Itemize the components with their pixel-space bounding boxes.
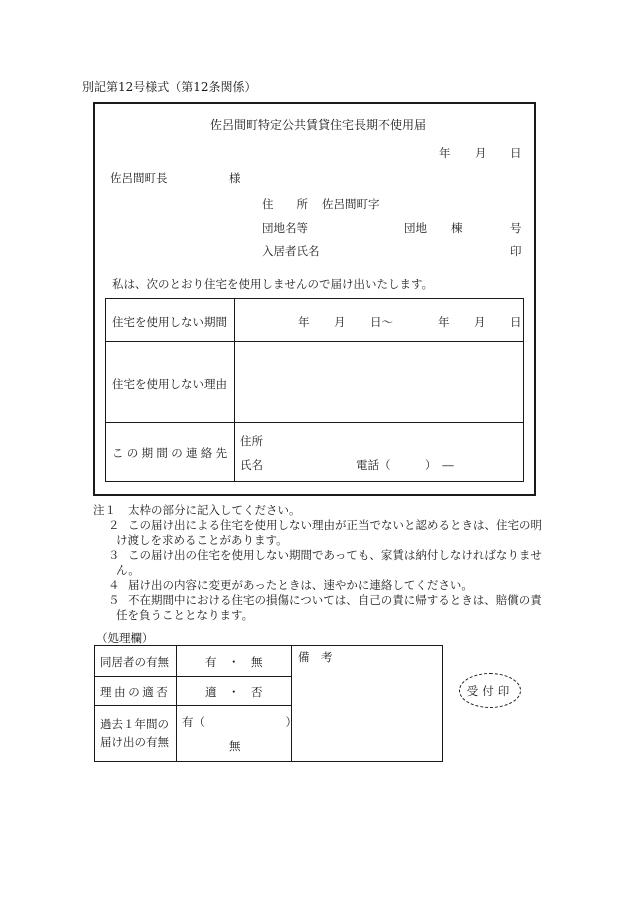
period-from-month: 月: [334, 315, 346, 329]
note-1-line-1: 太枠の部分に記入してください。: [128, 503, 301, 517]
past-yes: 有（ ）: [182, 715, 297, 729]
estate-unit: 団地: [404, 221, 427, 235]
note-1-num: 注１: [93, 503, 116, 517]
contact-name-label: 氏名: [240, 458, 263, 472]
note-4-line-1: 届け出の内容に変更があったときは、速やかに連絡してください。: [128, 578, 473, 592]
note-3-num: ３: [108, 548, 120, 562]
room-unit: 号: [510, 221, 522, 235]
period-to-day: 日: [510, 315, 522, 329]
building-unit: 棟: [451, 221, 463, 235]
stamp-label: 受付印: [466, 683, 514, 698]
past-year-label-2: 届け出の有無: [100, 735, 169, 749]
period-to-month: 月: [474, 315, 486, 329]
date-year: 年: [439, 146, 451, 160]
processing-row-divider: [94, 705, 291, 706]
date-day: 日: [510, 146, 522, 160]
note-2-line-2: け渡しを求めることがあります。: [116, 533, 288, 547]
processing-row-divider: [94, 676, 291, 677]
processing-heading: （処理欄）: [96, 631, 154, 645]
estate-label: 団地名等: [262, 221, 308, 235]
remarks-label: 備 考: [298, 650, 333, 664]
date-month: 月: [475, 146, 487, 160]
note-5-line-1: 不在期間中における住宅の損傷については、自己の責に帰するときは、賠償の責: [128, 593, 542, 607]
form-code: 別記第12号様式（第12条関係）: [82, 80, 257, 94]
reason-ok-label: 理由の適否: [100, 685, 171, 699]
past-no: 無: [229, 739, 241, 753]
period-label: 住宅を使用しない期間: [112, 315, 227, 329]
note-2-line-1: この届け出による住宅を使用しない理由が正当でないと認めるときは、住宅の明: [128, 518, 542, 532]
note-3-line-2: ん。: [116, 563, 140, 577]
contact-label: この期間の連絡先: [112, 446, 231, 460]
cohabitant-label: 同居者の有無: [100, 655, 169, 669]
processing-column-divider: [291, 645, 292, 762]
table-row-divider: [105, 341, 524, 342]
seal-mark: 印: [510, 244, 522, 258]
processing-column-divider: [176, 645, 177, 762]
address-value: 佐呂間町字: [322, 197, 380, 211]
note-5-num: ５: [108, 593, 120, 607]
note-4-num: ４: [108, 578, 120, 592]
note-5-line-2: 任を負うこととなります。: [116, 608, 254, 622]
reason-ok-value: 適 ・ 否: [205, 685, 263, 699]
addressee-honorific: 様: [229, 171, 241, 185]
statement: 私は、次のとおり住宅を使用しませんので届け出いたします。: [112, 277, 434, 291]
addressee-name: 佐呂間町長: [110, 171, 168, 185]
period-from-day: 日〜: [370, 315, 393, 329]
period-from-year: 年: [298, 315, 310, 329]
resident-name-label: 入居者氏名: [262, 244, 320, 258]
contact-phone: 電話（ ） ―: [356, 458, 454, 472]
contact-address-label: 住所: [240, 434, 263, 448]
table-column-divider: [234, 298, 235, 482]
form-title: 佐呂間町特定公共賃貸住宅長期不使用届: [210, 118, 427, 132]
address-label: 住 所: [262, 197, 308, 211]
period-to-year: 年: [438, 315, 450, 329]
cohabitant-value: 有 ・ 無: [205, 655, 263, 669]
table-row-divider: [105, 422, 524, 423]
reception-stamp: [459, 673, 521, 708]
reason-label: 住宅を使用しない理由: [112, 377, 227, 391]
note-2-num: ２: [108, 518, 120, 532]
note-3-line-1: この届け出の住宅を使用しない期間であっても、家賃は納付しなければなりませ: [128, 548, 542, 562]
past-year-label-1: 過去１年間の: [100, 717, 169, 731]
